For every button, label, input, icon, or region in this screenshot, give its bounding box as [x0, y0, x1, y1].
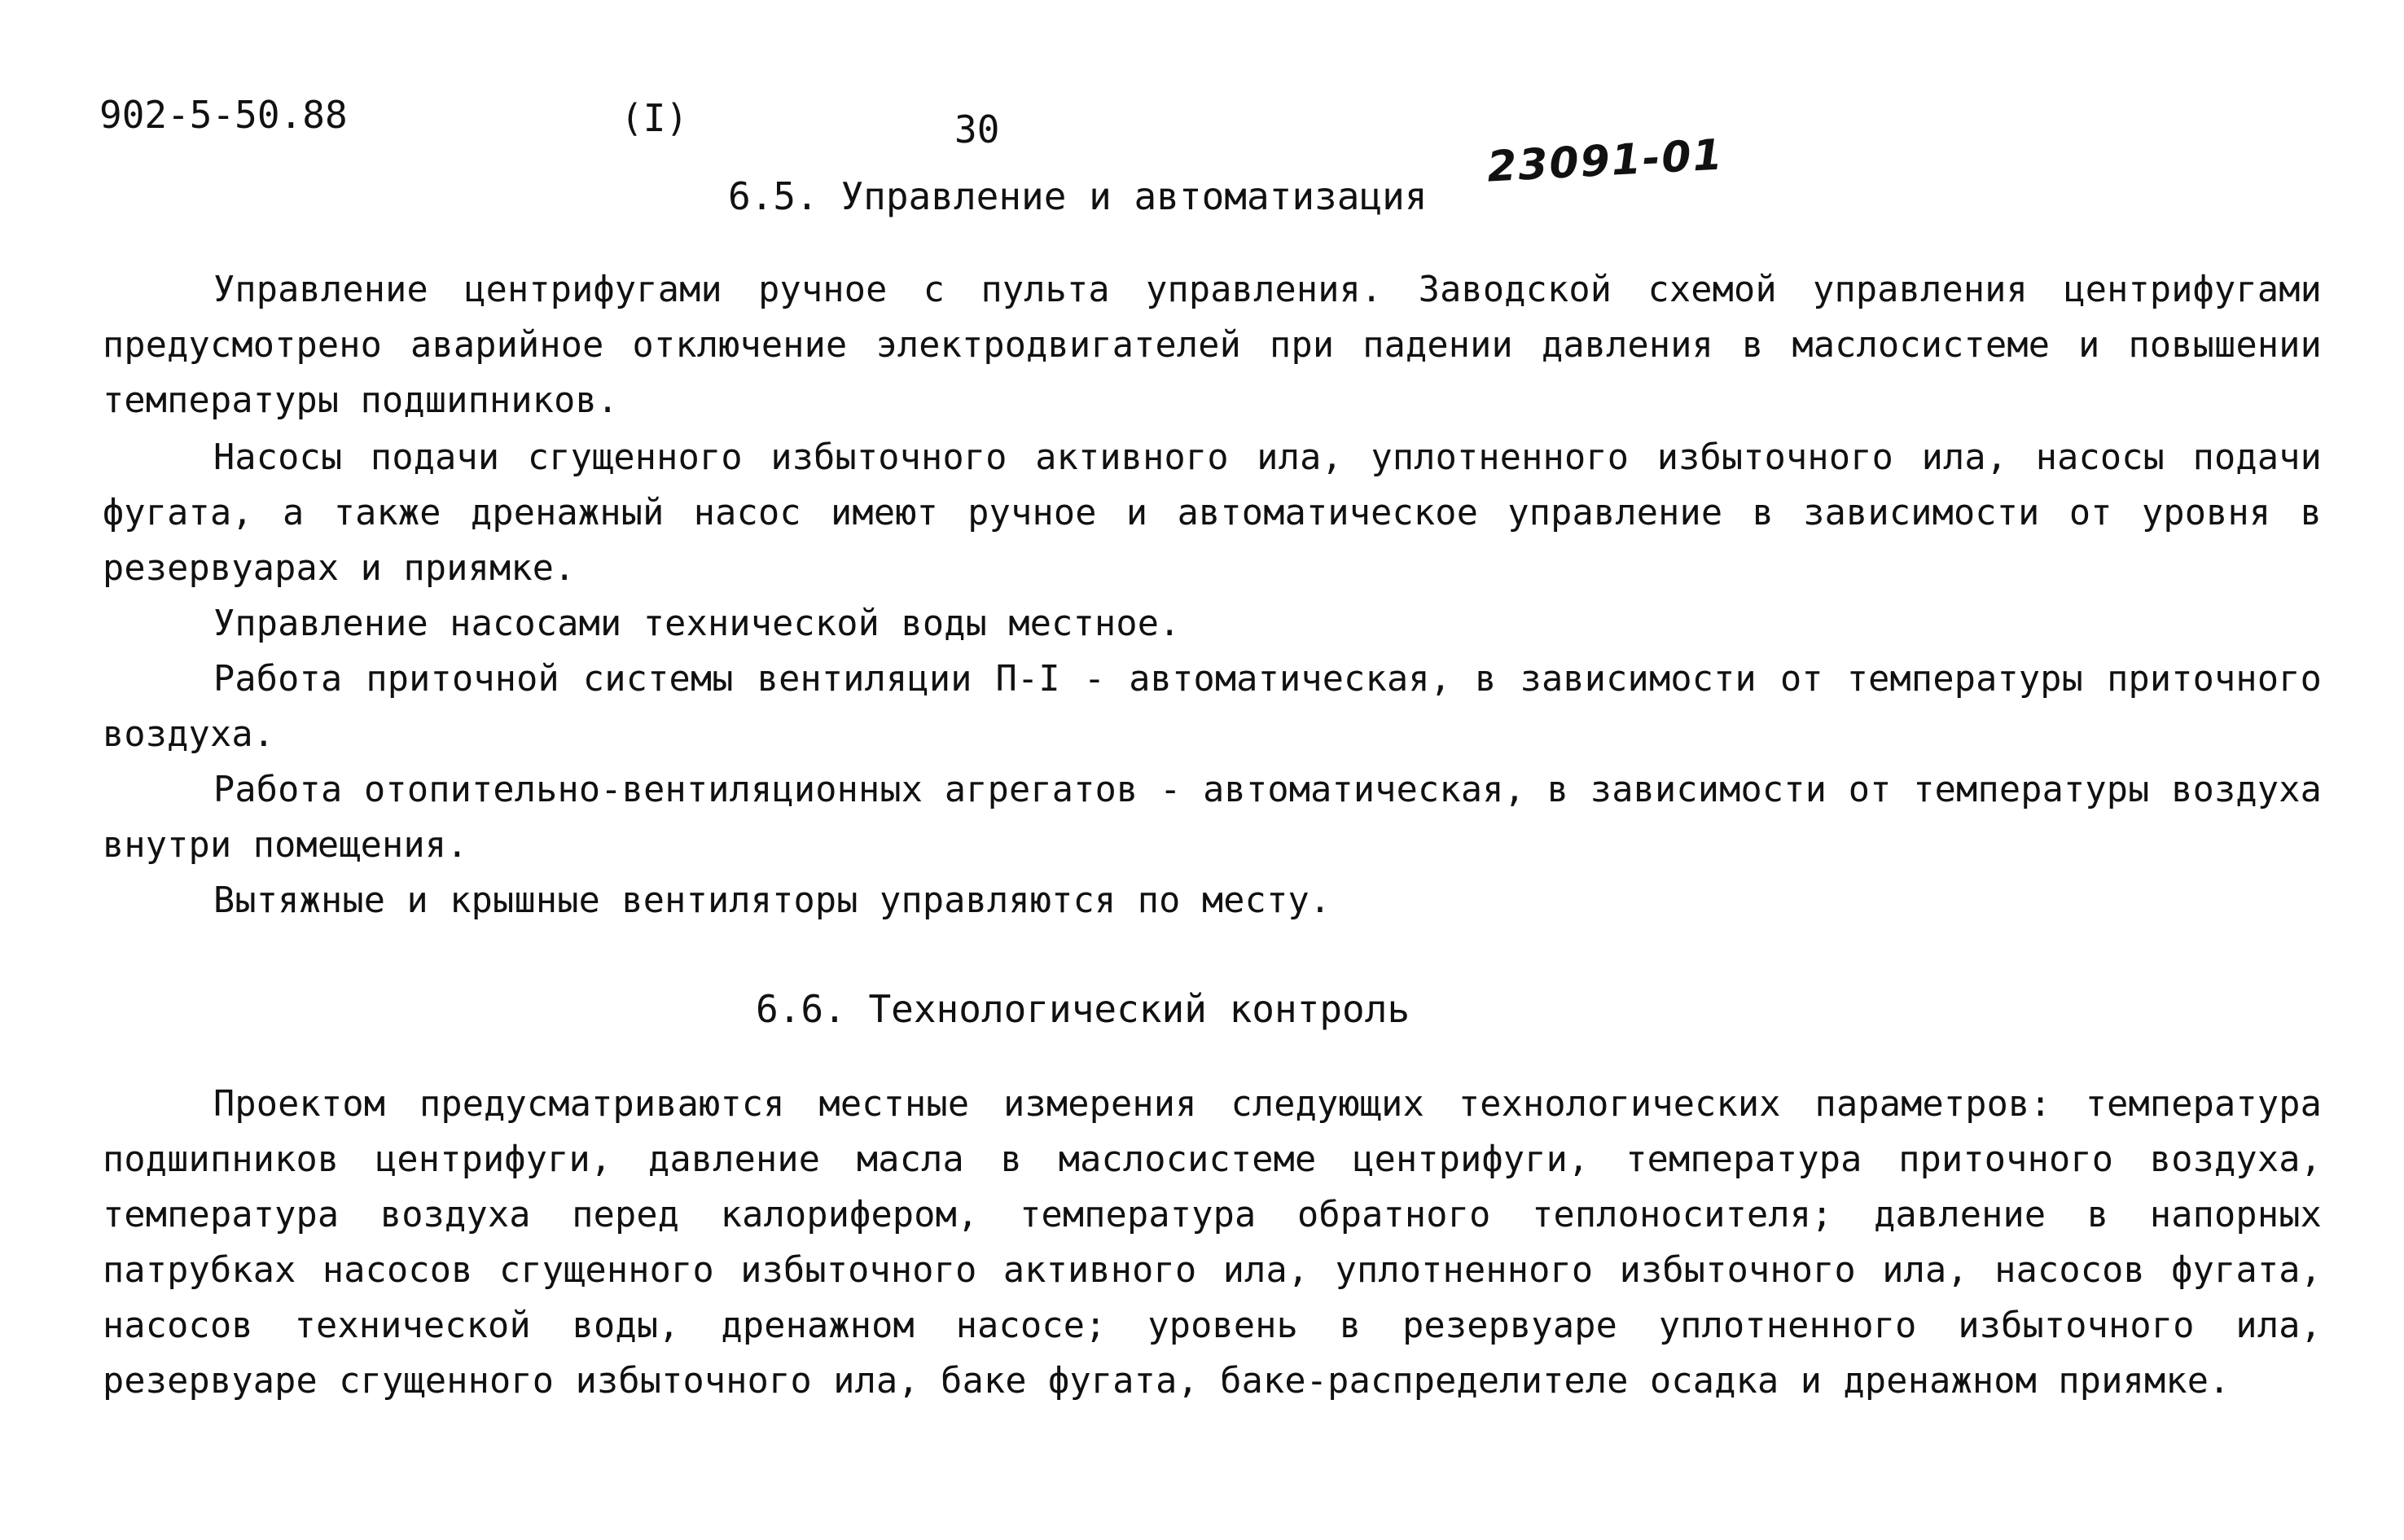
page-number: 30: [954, 107, 1000, 151]
paragraph: Вытяжные и крышные вентиляторы управляются по месту.: [213, 880, 1331, 921]
paragraph: Работа отопительно-вентиляционных агрегатов - автоматическая, в зависимости от температуры воздуха внутри помещения.: [103, 770, 2322, 866]
paragraph: Проектом предусматриваются местные измерения следующих технологических параметров: температура подшипников центрифуги, давление масла в маслосистеме центрифуги, температура приточного воздуха, температура воздуха перед калорифером, температура обратного теплоносителя; давление в напорных патрубках насосов сгущенного избыточного активного ила, уплотненного избыточного ила, насосов фугата, насосов технической воды, дренажном насосе; уровень в резервуаре уплотненного избыточного ила, резервуаре сгущенного избыточного ила, баке фугата, баке-распределителе осадка и дренажном приямке.: [103, 1084, 2322, 1402]
part-number: (I): [621, 96, 689, 140]
paragraph: Управление насосами технической воды местное.: [213, 603, 1181, 644]
document-code: 902-5-50.88: [99, 93, 348, 137]
section-heading-6-6: 6.6. Технологический контроль: [756, 987, 1410, 1031]
handwritten-stamp-number: 23091-01: [1485, 130, 1726, 192]
paragraph: Управление центрифугами ручное с пульта управления. Заводской схемой управления центрифугами предусмотрено аварийное отключение электродвигателей при падении давления в маслосистеме и повышении температуры подшипников.: [103, 270, 2322, 421]
paragraph: Насосы подачи сгущенного избыточного активного ила, уплотненного избыточного ила, насосы подачи фугата, а также дренажный насос имеют ручное и автоматическое управление в зависимости от уровня в резервуарах и приямке.: [103, 437, 2322, 589]
section-heading-6-5: 6.5. Управление и автоматизация: [728, 174, 1428, 218]
paragraph: Работа приточной системы вентиляции П-I - автоматическая, в зависимости от температуры приточного воздуха.: [103, 659, 2322, 755]
